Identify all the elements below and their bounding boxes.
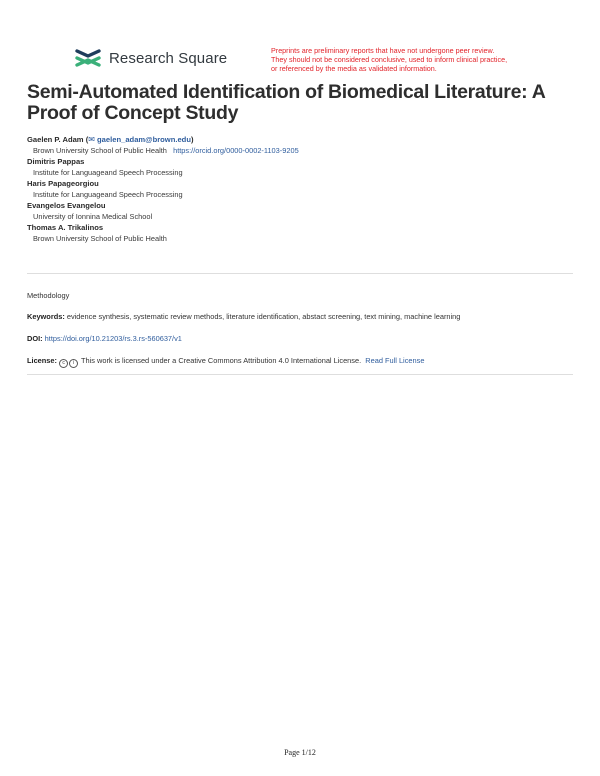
keywords-row — [27, 312, 460, 321]
disclaimer-line: Preprints are preliminary reports that have not undergone peer review. — [271, 46, 495, 55]
author-affiliation: University of Ionnina Medical School — [33, 212, 153, 221]
disclaimer-line: They should not be considered conclusive, used to inform clinical practice, — [271, 55, 508, 64]
logo-text: Research Square — [109, 49, 228, 67]
author-name: Thomas A. Trikalinos — [27, 223, 104, 232]
author-affiliation: Brown University School of Public Health — [33, 234, 167, 243]
research-square-logo-icon — [75, 47, 101, 69]
page-number: Page 1/12 — [284, 748, 316, 757]
author-name: Dimitris Pappas — [27, 157, 85, 166]
orcid-link[interactable]: https://orcid.org/0000-0002-1103-9205 — [173, 146, 299, 155]
author-list — [27, 134, 577, 244]
keywords-text: evidence synthesis, systematic review methods, literature identification, abstact screening, text mining, machine learning — [66, 312, 461, 321]
divider — [27, 273, 573, 274]
doi-label: DOI: — [27, 334, 43, 343]
keywords-label: Keywords: — [27, 312, 65, 321]
paper-title: Semi-Automated Identification of Biomedical Literature: A Proof of Concept Study — [27, 81, 545, 124]
read-full-license-link[interactable]: Read Full License — [365, 356, 425, 365]
author-affiliation: Institute for Languageand Speech Processing — [33, 168, 183, 177]
creative-commons-icon: c — [59, 359, 68, 368]
author-name: Haris Papageorgiou — [27, 179, 99, 188]
affiliation-text: Brown University School of Public Health — [33, 146, 167, 155]
research-square-logo[interactable] — [75, 47, 227, 69]
author-affiliation: Institute for Languageand Speech Processing — [33, 190, 183, 199]
author-name: Evangelos Evangelou — [27, 201, 106, 210]
doi-link[interactable]: https://doi.org/10.21203/rs.3.rs-560637/v1 — [44, 334, 182, 343]
doi-row — [27, 334, 182, 343]
license-row — [27, 356, 424, 368]
attribution-icon: i — [69, 359, 78, 368]
author-email-link[interactable]: gaelen_adam@brown.edu — [97, 135, 191, 144]
methodology-label: Methodology — [27, 291, 70, 300]
preprint-disclaimer — [271, 46, 531, 73]
author-name-text: Gaelen P. Adam — [27, 135, 84, 144]
license-text: This work is licensed under a Creative Commons Attribution 4.0 International License. — [80, 356, 362, 365]
divider — [27, 374, 573, 375]
envelope-icon: ✉ — [88, 135, 95, 144]
author-email-wrap: (✉ gaelen_adam@brown.edu) — [85, 135, 194, 144]
license-label: License: — [27, 356, 57, 365]
disclaimer-line: or referenced by the media as validated information. — [271, 64, 437, 73]
author-name — [27, 134, 577, 145]
author-affiliation — [27, 145, 577, 156]
